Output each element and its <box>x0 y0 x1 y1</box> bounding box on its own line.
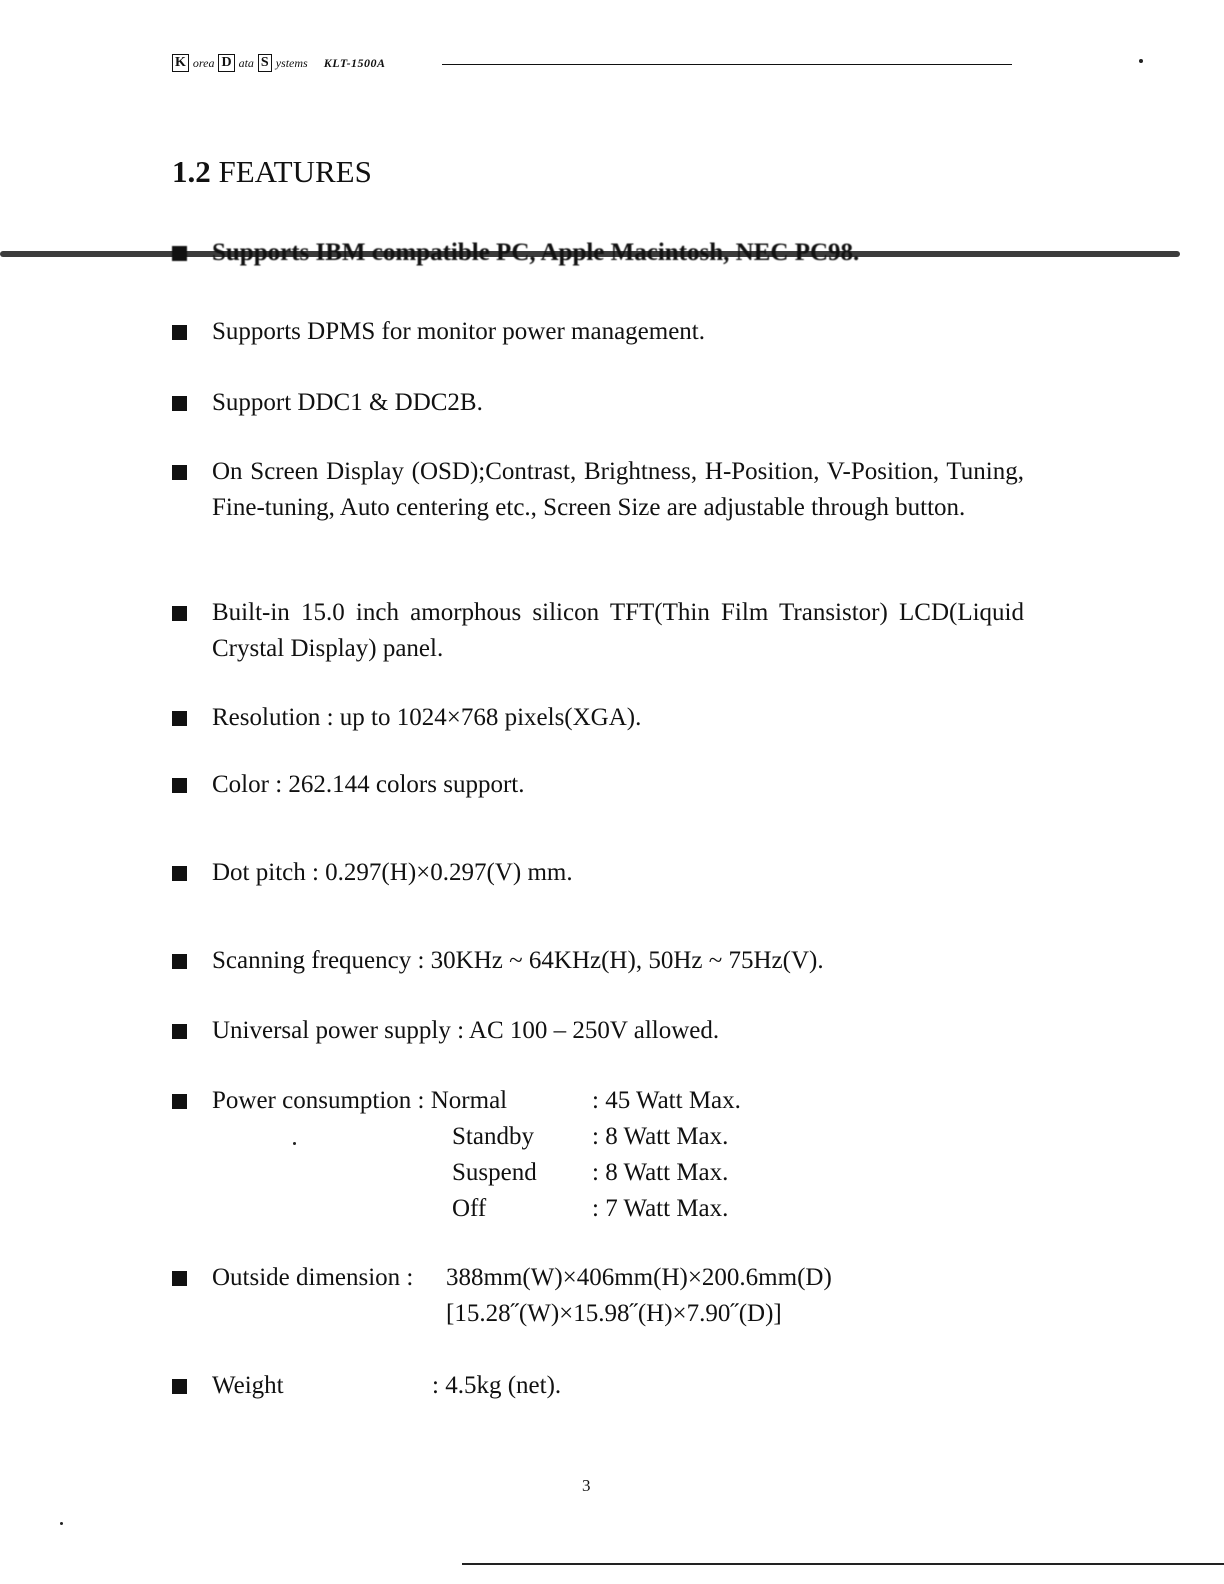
bullet-icon <box>172 943 212 980</box>
feature-item-2 <box>172 314 1024 351</box>
power-normal-value: : 45 Watt Max. <box>592 1087 741 1114</box>
bullet-icon <box>172 595 212 667</box>
header-rule <box>442 64 1012 65</box>
bullet-icon <box>172 454 212 526</box>
feature-text: Color : 262.144 colors support. <box>212 771 525 798</box>
feature-item-7 <box>172 767 1024 804</box>
bullet-icon <box>172 1013 212 1050</box>
power-label: Power consumption : Normal <box>212 1087 508 1114</box>
bullet-icon <box>172 1260 212 1332</box>
feature-text: Dot pitch : 0.297(H)×0.297(V) mm. <box>212 859 573 886</box>
model-number: KLT-1500A <box>323 55 386 70</box>
brand-k-box: K <box>172 54 189 72</box>
bullet-icon <box>172 314 212 351</box>
power-suspend-value: : 8 Watt Max. <box>592 1159 729 1186</box>
weight-table <box>212 1368 561 1405</box>
feature-text: Built-in 15.0 inch amorphous silicon TFT(Thin Film Transistor) LCD(Liquid Crystal Display) panel. <box>212 599 1024 662</box>
feature-text: Supports DPMS for monitor power management. <box>212 318 706 345</box>
feature-item-1 <box>172 235 859 272</box>
bullet-icon <box>172 767 212 804</box>
section-label: FEATURES <box>218 154 372 189</box>
bullet-icon <box>172 1083 212 1227</box>
feature-item-3 <box>172 385 1024 422</box>
feature-item-8 <box>172 855 1024 892</box>
feature-text: On Screen Display (OSD);Contrast, Brightness, H-Position, V-Position, Tuning, Fine-tuning, Auto centering etc., Screen Size are adjustable through button. <box>212 458 1024 521</box>
power-suspend-label: Suspend <box>452 1159 537 1186</box>
feature-text: Universal power supply : AC 100 – 250V allowed. <box>212 1017 720 1044</box>
feature-item-5 <box>172 595 1024 667</box>
company-brand <box>172 54 386 72</box>
feature-text: Resolution : up to 1024×768 pixels(XGA). <box>212 704 642 731</box>
feature-item-weight <box>172 1368 1024 1405</box>
dimension-table <box>212 1260 832 1332</box>
section-number: 1.2 <box>172 154 211 189</box>
bullet-icon <box>172 1368 212 1405</box>
feature-item-6 <box>172 700 1024 737</box>
page-number: 3 <box>582 1476 591 1495</box>
feature-item-10 <box>172 1013 1024 1050</box>
power-table <box>212 1083 792 1227</box>
speck-mark <box>60 1522 63 1525</box>
feature-text: Supports IBM compatible PC, Apple Macintosh, NEC PC98. <box>212 239 860 266</box>
speck-mark <box>1139 59 1143 63</box>
feature-item-dimension <box>172 1260 1024 1332</box>
brand-d-box: D <box>218 54 234 72</box>
power-standby-value: : 8 Watt Max. <box>592 1123 729 1150</box>
feature-text: Scanning frequency : 30KHz ~ 64KHz(H), 50Hz ~ 75Hz(V). <box>212 947 824 974</box>
smudged-feature-line <box>0 233 1180 277</box>
brand-ystems: ystems <box>275 55 308 70</box>
brand-orea: orea <box>192 55 215 70</box>
feature-item-9 <box>172 943 1024 980</box>
power-off-value: : 7 Watt Max. <box>592 1195 729 1222</box>
feature-text: Support DDC1 & DDC2B. <box>212 389 483 416</box>
weight-value: : 4.5kg (net). <box>432 1372 562 1399</box>
bottom-rule <box>462 1563 1224 1565</box>
page-header <box>172 54 1012 76</box>
bullet-icon <box>172 700 212 737</box>
bullet-icon <box>172 385 212 422</box>
dimension-imperial: [15.28˝(W)×15.98˝(H)×7.90˝(D)] <box>446 1300 782 1327</box>
brand-s-box: S <box>258 54 272 72</box>
power-off-label: Off <box>452 1195 487 1222</box>
dimension-metric: 388mm(W)×406mm(H)×200.6mm(D) <box>446 1264 832 1291</box>
feature-item-power <box>172 1083 1024 1227</box>
section-title <box>172 154 372 190</box>
dimension-label: Outside dimension : <box>212 1264 414 1291</box>
bullet-icon <box>172 235 212 272</box>
feature-item-4 <box>172 454 1024 526</box>
speck-mark <box>293 1142 296 1145</box>
brand-ata: ata <box>238 55 254 70</box>
weight-label: Weight <box>212 1372 284 1399</box>
power-standby-label: Standby <box>452 1123 534 1150</box>
bullet-icon <box>172 855 212 892</box>
